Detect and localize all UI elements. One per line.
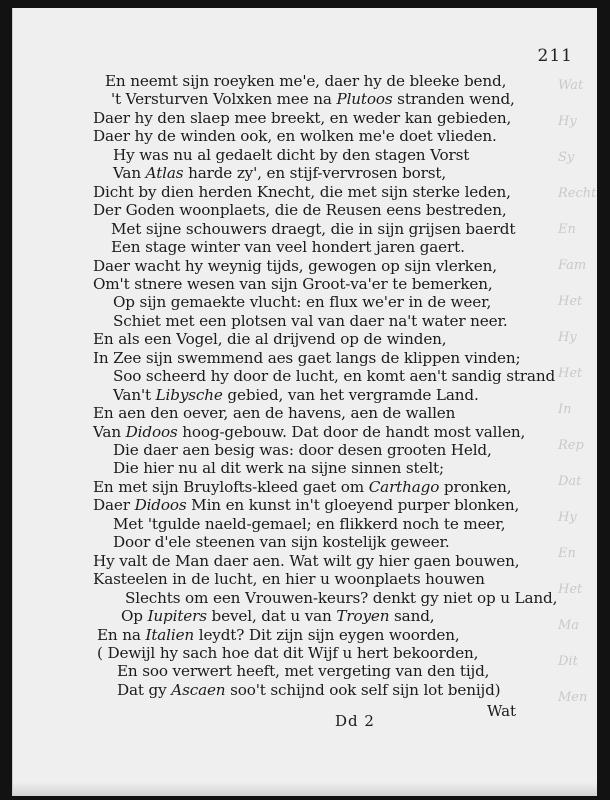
line-text: Van't <box>113 385 156 404</box>
poem-line <box>117 681 500 699</box>
bleed-through-word: En <box>558 546 576 561</box>
line-text: Van <box>93 422 126 441</box>
line-text: Een stage winter van veel hondert jaren gaert. <box>111 238 465 257</box>
poem-line <box>93 183 511 201</box>
book-page <box>12 8 597 796</box>
bleed-through-word: Hy <box>558 510 577 525</box>
poem-line <box>113 533 450 551</box>
bleed-through-word: En <box>558 222 576 237</box>
line-text: hoog-gebouw. Dat door de handt most vallen, <box>177 422 526 441</box>
poem-line <box>105 72 506 90</box>
poem-line <box>93 552 519 570</box>
italic-name: Iupiters <box>147 607 207 626</box>
line-text: Op sijn gemaekte vlucht: en flux we'er in de weer, <box>113 293 492 312</box>
line-text: Op <box>121 607 148 626</box>
italic-name: Didoos <box>134 496 187 515</box>
bleed-through-word: In <box>558 402 572 417</box>
italic-name: Didoos <box>125 422 178 441</box>
line-text: bevel, dat u van <box>206 607 337 626</box>
poem-line <box>93 349 520 367</box>
poem-line <box>93 257 497 275</box>
poem-line <box>113 441 492 459</box>
poem-line <box>93 496 519 514</box>
line-text: En met sijn Bruylofts-kleed gaet om <box>93 477 369 496</box>
line-text: soo't schijnd ook self sijn lot benijd) <box>225 680 501 699</box>
bleed-through-word: Sy <box>558 150 575 165</box>
poem-line <box>125 589 557 607</box>
page-shadow <box>13 782 597 796</box>
poem-line <box>93 478 511 496</box>
poem-line <box>93 330 446 348</box>
line-text: Door d'ele steenen van sijn kostelijk geweer. <box>113 533 450 552</box>
poem-line <box>93 404 455 422</box>
poem-line <box>93 570 485 588</box>
line-text: Daer hy de winden ook, en wolken me'e doet vlieden. <box>93 127 497 146</box>
poem-line <box>113 367 555 385</box>
bleed-through-word: Hy <box>558 114 577 129</box>
line-text: 't Versturven Volxken mee na <box>111 90 337 109</box>
line-text: Dat gy <box>117 680 172 699</box>
line-text: pronken, <box>439 477 512 496</box>
line-text: stranden wend, <box>392 90 515 109</box>
italic-name: Carthago <box>368 477 440 496</box>
line-text: Dicht by dien herden Knecht, die met sijn sterke leden, <box>93 182 511 201</box>
line-text: Schiet met een plotsen val van daer na't water neer. <box>113 311 508 330</box>
line-text: Die daer aen besig was: door desen grooten Held, <box>113 441 492 459</box>
line-text: Der Goden woonplaets, die de Reusen eens bestreden, <box>93 201 507 220</box>
line-text: sand, <box>389 607 435 626</box>
line-text: En soo verwert heeft, met vergeting van den tijd, <box>117 662 490 681</box>
line-text: harde zy', en stijf-vervrosen borst, <box>183 164 447 183</box>
poem-line <box>113 293 491 311</box>
signature-mark: Dd 2 <box>335 712 375 730</box>
line-text: gebied, van het vergramde Land. <box>222 385 479 404</box>
line-text: Hy valt de Man daer aen. Wat wilt gy hier gaen bouwen, <box>93 551 520 570</box>
line-text: Van <box>113 164 146 183</box>
page-number: 211 <box>537 46 573 66</box>
poem-line <box>111 238 465 256</box>
bleed-through-word: Hy <box>558 330 577 345</box>
bleed-through-word: Dat <box>558 474 582 489</box>
poem-line <box>113 386 479 404</box>
line-text: Daer <box>93 496 135 515</box>
line-text: Daer wacht hy weynig tijds, gewogen op sijn vlerken, <box>93 256 497 275</box>
italic-name: Italien <box>145 625 195 644</box>
line-text: En neemt sijn roeyken me'e, daer hy de bleeke bend, <box>105 72 507 90</box>
bleed-through-word: Ma <box>558 618 580 633</box>
line-text: En na <box>97 625 146 644</box>
catchword: Wat <box>487 702 517 720</box>
line-text: Kasteelen in de lucht, en hier u woonplaets houwen <box>93 570 485 589</box>
poem-line <box>117 662 489 680</box>
poem-line <box>113 146 469 164</box>
poem-line <box>93 109 511 127</box>
italic-name: Ascaen <box>171 680 226 699</box>
line-text: Hy was nu al gedaelt dicht by den stagen Vorst <box>113 145 470 164</box>
poem-line <box>93 201 507 219</box>
line-text: Met sijne schouwers draegt, die in sijn grijsen baerdt <box>111 219 516 238</box>
poem-line <box>111 220 515 238</box>
poem-line <box>113 312 508 330</box>
bleed-through-word: Dit <box>558 654 578 669</box>
line-text: Daer hy den slaep mee breekt, en weder kan gebieden, <box>93 108 512 127</box>
poem-line <box>93 423 525 441</box>
line-text: En als een Vogel, die al drijvend op de winden, <box>93 330 447 349</box>
italic-name: Libysche <box>155 385 223 404</box>
line-text: In Zee sijn swemmend aes gaet langs de klippen vinden; <box>93 348 521 367</box>
poem-line <box>121 607 434 625</box>
poem-line <box>97 626 460 644</box>
line-text: En aen den oever, aen de havens, aen de wallen <box>93 404 456 423</box>
italic-name: Atlas <box>145 164 184 183</box>
line-text: ( Dewijl hy sach hoe dat dit Wijf u hert bekoorden, <box>97 643 479 662</box>
bleed-through-word: Fam <box>558 258 587 273</box>
poem-line <box>93 127 497 145</box>
bleed-through-word: Het <box>558 582 583 597</box>
line-text: Slechts om een Vrouwen-keurs? denkt gy niet op u Land, <box>125 588 558 607</box>
poem-line <box>93 275 493 293</box>
poem-line <box>97 644 478 662</box>
italic-name: Plutoos <box>336 90 393 109</box>
bleed-through-word: Men <box>558 690 588 705</box>
bleed-through-word: Het <box>558 294 583 309</box>
poem-line <box>111 90 515 108</box>
poem-line <box>113 164 446 182</box>
bleed-through-word: Het <box>558 366 583 381</box>
bleed-through-word: Recht <box>558 186 597 201</box>
bleed-through-word: Rep <box>558 438 584 453</box>
italic-name: Troyen <box>336 607 390 626</box>
poem-line <box>113 515 505 533</box>
line-text: leydt? Dit zijn sijn eygen woorden, <box>194 625 460 644</box>
line-text: Met 'tgulde naeld-gemael; en flikkerd noch te meer, <box>113 514 506 533</box>
line-text: Min en kunst in't gloeyend purper blonken, <box>186 496 520 515</box>
line-text: Om't stnere wesen van sijn Groot-va'er te bemerken, <box>93 274 493 293</box>
line-text: Soo scheerd hy door de lucht, en komt aen't sandig strand <box>113 367 556 386</box>
poem-line <box>113 459 444 477</box>
line-text: Die hier nu al dit werk na sijne sinnen stelt; <box>113 459 444 478</box>
bleed-through-word: Wat <box>558 78 584 93</box>
